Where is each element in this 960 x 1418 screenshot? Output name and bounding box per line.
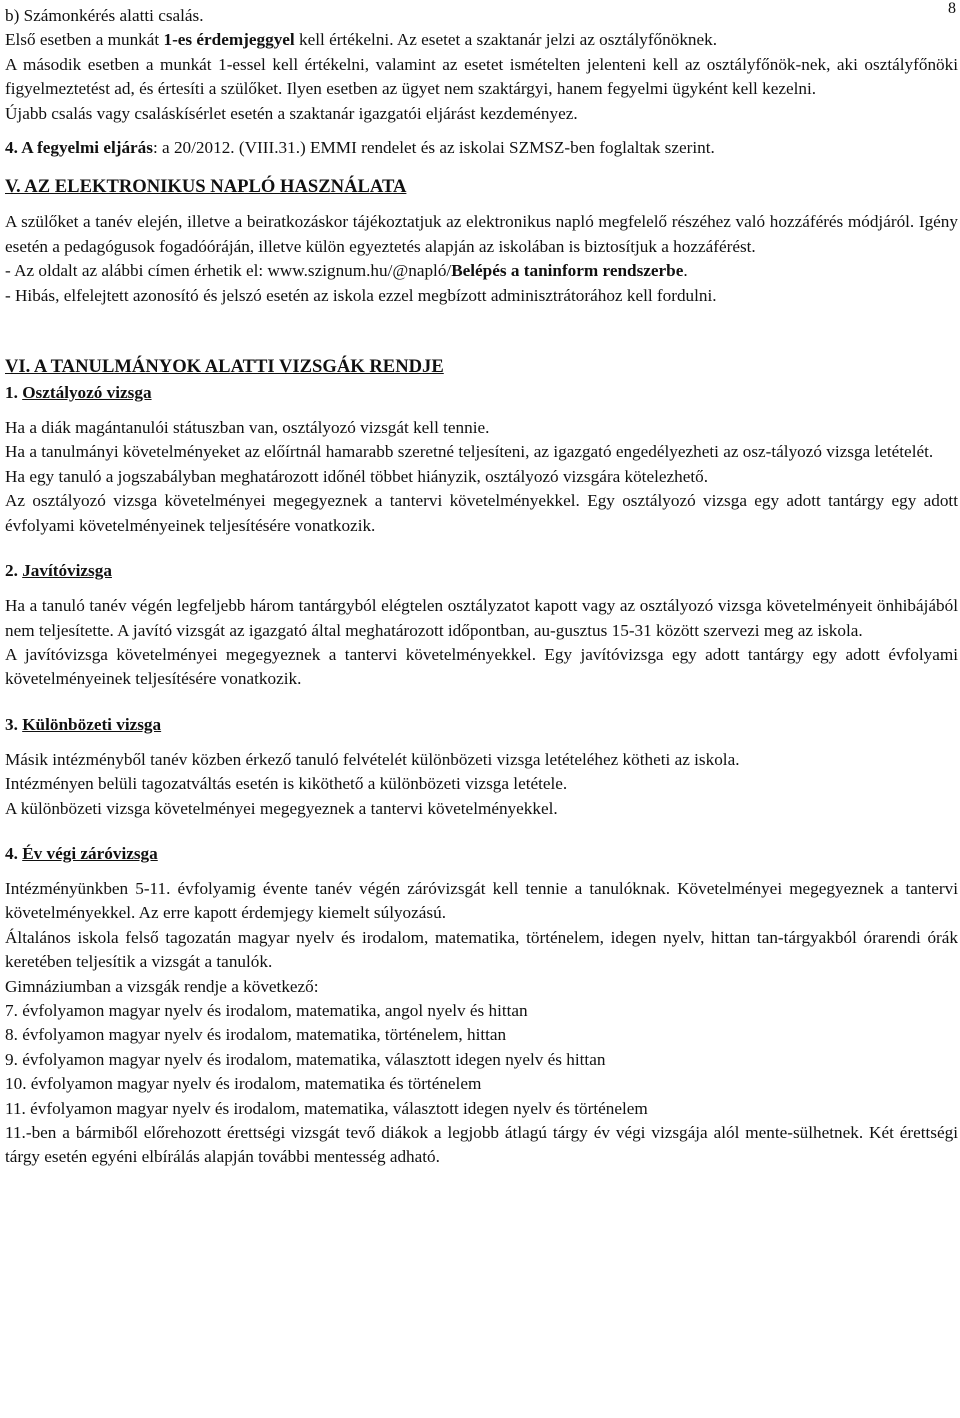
item-4-label: 4. A fegyelmi eljárás: [5, 138, 153, 158]
sub1-heading: [5, 380, 958, 406]
sub3-para3: A különbözeti vizsga követelményei megegyeznek a tantervi követelményekkel.: [5, 798, 558, 818]
sub4-number: 4.: [5, 843, 23, 863]
sub1-para3: Ha egy tanuló a jogszabályban meghatározott időnél többet hiányzik, osztályozó vizsgára kötelezhető.: [5, 466, 709, 486]
section-v-line2-text: - Az oldalt az alábbi címen érhetik el: www.szignum.hu/@napló/: [5, 261, 452, 281]
sub4-para2: Általános iskola felső tagozatán magyar nyelv és irodalom, matematika, történelem, idegen nyelv, hittan tan-tárgyakból órarendi órák keretében teljesítik a vizsgát a tanulók.: [5, 927, 958, 972]
section-b-heading: b) Számonkérés alatti csalás.: [5, 6, 204, 25]
b-line1-text-end: kell értékelni. Az esetet a szaktanár jelzi az osztályfőnöknek.: [294, 30, 718, 50]
exam-list-item: 9. évfolyamon magyar nyelv és irodalom, matematika, választott idegen nyelv és hittan: [5, 1049, 606, 1069]
section-v-line2: [5, 259, 958, 283]
sub1-para1: Ha a diák magántanulói státuszban van, osztályozó vizsgát kell tennie.: [5, 418, 490, 438]
item-4-disciplinary: [5, 136, 958, 160]
section-v-line2-bold: Belépés a taninform rendszerbe: [451, 261, 684, 281]
sub1-title: Osztályozó vizsga: [22, 383, 152, 403]
sub3-title: Különbözeti vizsga: [22, 714, 162, 734]
sub3-heading: [5, 712, 958, 738]
sub3-para1: Másik intézményből tanév közben érkező tanuló felvételét különbözeti vizsga letételéhez kötheti az iskola.: [5, 749, 740, 769]
item-4-text: : a 20/2012. (VIII.31.) EMMI rendelet és az iskolai SZMSZ-ben foglaltak szerint.: [152, 138, 715, 158]
section-v-line2-end: .: [683, 261, 688, 281]
b-line1-text: Első esetben a munkát: [5, 30, 164, 50]
sub4-para-last: 11.-ben a bármiből előrehozott érettségi vizsgát tevő diákok a legjobb átlagú tárgy év végi vizsgája alól mente-sülhetnek. Két érettségi tárgy esetén egyéni elbírálás alapján további mentesség adható.: [5, 1123, 958, 1167]
sub2-number: 2.: [5, 561, 23, 581]
sub1-para4: Az osztályozó vizsga követelményei megegyeznek a tantervi követelményekkel. Egy osztályozó vizsga egy adott tantárgy egy adott évfolyami követelményeinek teljesítésére vonatkozik.: [5, 491, 958, 535]
section-b-para3: Újabb csalás vagy csaláskísérlet esetén a szaktanár igazgatói eljárást kezdeményez.: [5, 103, 578, 123]
sub4-title: Év végi záróvizsga: [22, 843, 158, 863]
sub2-para1: Ha a tanuló tanév végén legfeljebb három tantárgyból elégtelen osztályzatot kapott vagy az osztályozó vizsga követelményeit önhibájából nem teljesítette. A javító vizsgát az igazgató által meghatározott időpontban, au-gusztus 15-31 között szervezi meg az iskola.: [5, 596, 958, 640]
section-vi-title: VI. A TANULMÁNYOK ALATTI VIZSGÁK RENDJE: [5, 356, 444, 378]
sub4-heading: [5, 841, 958, 867]
sub2-para2: A javítóvizsga követelményei megegyeznek a tantervi követelményekkel. Egy javítóvizsga egy adott tantárgy egy adott évfolyami követelményeinek teljesítésére vonatkozik.: [5, 644, 958, 689]
b-line1-bold: 1-es érdemjeggyel: [163, 30, 295, 50]
sub3-number: 3.: [5, 714, 23, 734]
sub1-para2: Ha a tanulmányi követelményeket az előírtnál hamarabb szeretné teljesíteni, az igazgató engedélyezheti az osz-tályozó vizsga letételét.: [5, 442, 934, 462]
exam-list-item: 7. évfolyamon magyar nyelv és irodalom, matematika, angol nyelv és hittan: [5, 1000, 528, 1020]
exam-list-item: 11. évfolyamon magyar nyelv és irodalom, matematika, választott idegen nyelv és történelem: [5, 1098, 648, 1118]
sub2-title: Javítóvizsga: [22, 561, 112, 581]
section-b-para2: A második esetben a munkát 1-essel kell értékelni, valamint az esetet ismételten jelenteni kell az osztályfőnök-nek, aki osztályfőnöki figyelmeztetést ad, és értesíti a szülőket. Ilyen esetben az ügyet nem szaktárgyi, hanem fegyelmi ügyként kell kezelni.: [5, 54, 958, 99]
sub4-para1: Intézményünkben 5-11. évfolyamig évente tanév végén záróvizsgát kell tennie a tanulóknak. Követelményei megegyeznek a tantervi követelményekkel. Az erre kapott érdemjegy kiemelt súlyozású.: [5, 878, 958, 923]
sub3-para2: Intézményen belüli tagozatváltás esetén is kiköthető a különbözeti vizsga letétele.: [5, 774, 568, 794]
section-v-para1: A szülőket a tanév elején, illetve a beiratkozáskor tájékoztatjuk az elektronikus napló megfelelő részéhez való hozzáférés módjáról. Igény esetén a pedagógusok fogadóóráján, illetve külön egyeztetés alapján az iskolában is biztosítjuk a hozzáférést.: [5, 212, 958, 256]
sub1-number: 1.: [5, 383, 23, 403]
document-page: [5, 4, 958, 1170]
section-v-title: V. AZ ELEKTRONIKUS NAPLÓ HASZNÁLATA: [5, 176, 407, 198]
exam-list-item: 8. évfolyamon magyar nyelv és irodalom, matematika, történelem, hittan: [5, 1025, 507, 1045]
section-v-line3: - Hibás, elfelejtett azonosító és jelszó esetén az iskola ezzel megbízott adminisztrátorához kell fordulni.: [5, 285, 717, 305]
page-number: 8: [948, 0, 956, 17]
exam-list-item: 10. évfolyamon magyar nyelv és irodalom, matematika és történelem: [5, 1074, 482, 1094]
sub4-para3: Gimnáziumban a vizsgák rendje a következő:: [5, 976, 319, 996]
section-b-line1: [5, 28, 958, 52]
sub2-heading: [5, 558, 958, 584]
